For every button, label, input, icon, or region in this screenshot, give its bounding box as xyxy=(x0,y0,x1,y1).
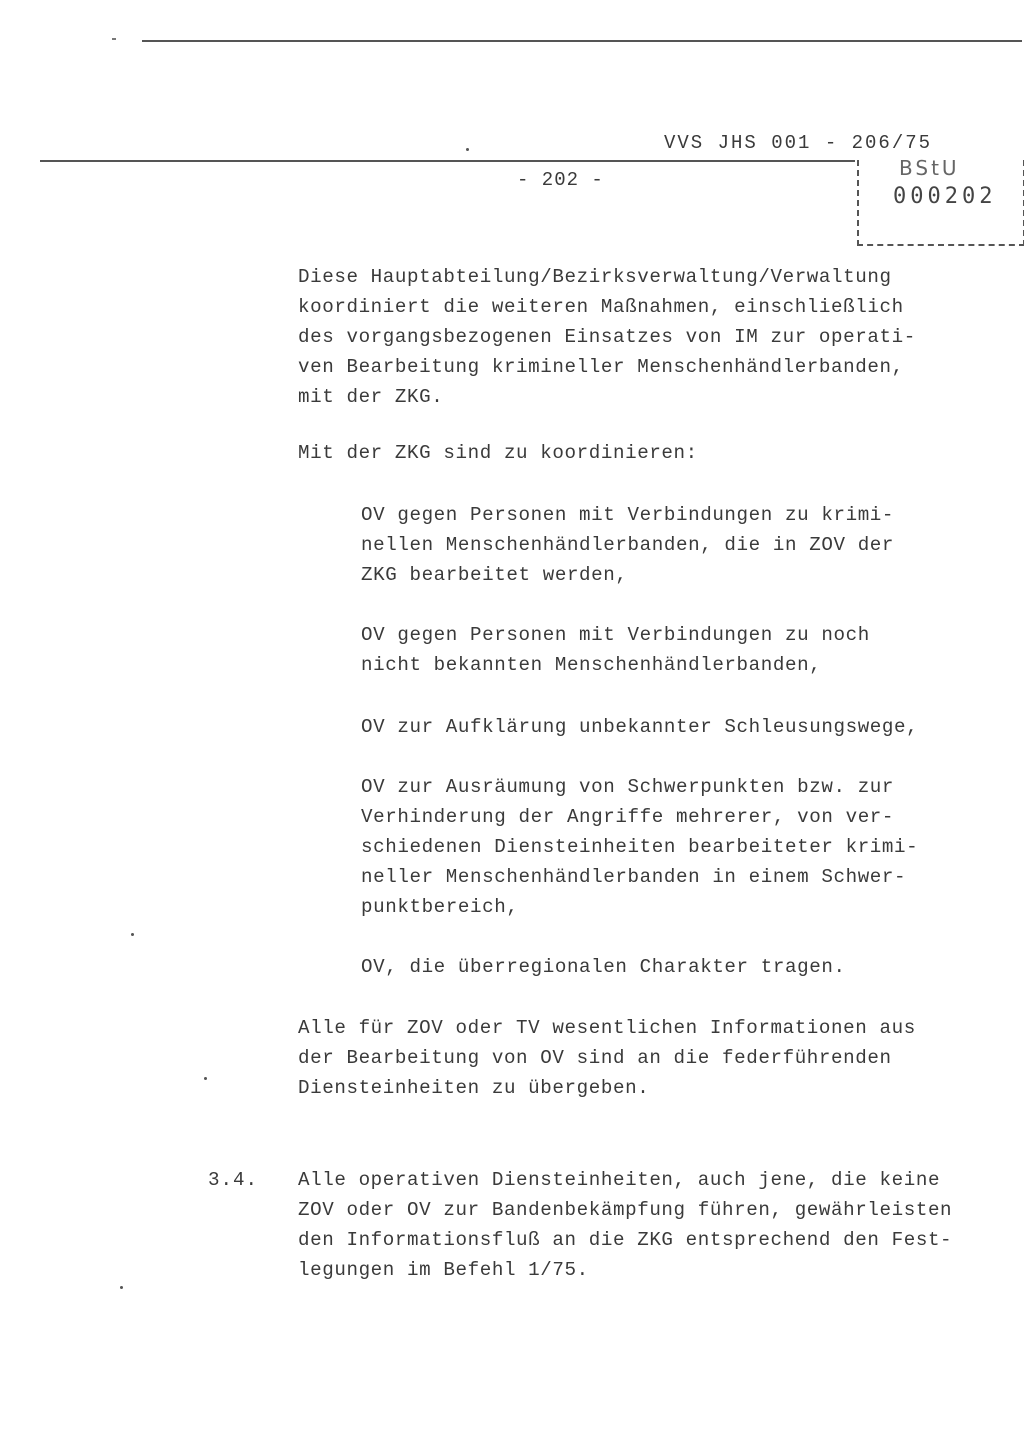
list-item-focus-areas: OV zur Ausräumung von Schwerpunkten bzw. zur Verhinderung der Angriffe mehrerer, von ver- schiedenen Diensteinheiten bearbeiteter krimi- neller Menschenhändlerbanden in einem Schwer- punktbereich, xyxy=(361,776,919,918)
list-item-zov-bands: OV gegen Personen mit Verbindungen zu krimi- nellen Menschenhändlerbanden, die in ZOV der ZKG bearbeitet werden, xyxy=(361,504,895,586)
top-rule xyxy=(142,40,1022,42)
stamp-number: 000202 xyxy=(893,184,997,209)
speck xyxy=(204,1077,207,1080)
list-item-supraregional: OV, die überregionalen Charakter tragen. xyxy=(361,956,846,978)
paragraph-information-transfer: Alle für ZOV oder TV wesentlichen Informationen aus der Bearbeitung von OV sind an die federführenden Diensteinheiten zu übergeben. xyxy=(298,1017,916,1099)
stamp-label: BStU xyxy=(899,156,960,180)
speck xyxy=(466,148,469,151)
section-number: 3.4. xyxy=(208,1169,259,1191)
document-reference-code: VVS JHS 001 - 206/75 xyxy=(664,132,933,154)
speck xyxy=(131,933,134,936)
section-paragraph: Alle operativen Diensteinheiten, auch jene, die keine ZOV oder OV zur Bandenbekämpfung führen, gewährleisten den Informationsfluß an die ZKG entsprechend den Fest- legungen im Befehl 1/75. xyxy=(298,1169,953,1281)
page-number: - 202 - xyxy=(517,169,604,191)
paragraph-coordination: Diese Hauptabteilung/Bezirksverwaltung/Verwaltung koordiniert die weiteren Maßnahmen, einschließlich des vorgangsbezogenen Einsatzes von IM zur operati- ven Bearbeitung krimineller Menschenhändlerbanden, mit der ZKG. xyxy=(298,266,916,408)
archive-stamp xyxy=(857,156,1024,246)
header-rule xyxy=(40,160,855,162)
top-rule-fragment xyxy=(112,38,116,40)
list-item-smuggling-routes: OV zur Aufklärung unbekannter Schleusungswege, xyxy=(361,716,919,738)
speck xyxy=(120,1286,123,1289)
list-item-unknown-bands: OV gegen Personen mit Verbindungen zu noch nicht bekannten Menschenhändlerbanden, xyxy=(361,624,870,676)
paragraph-list-intro: Mit der ZKG sind zu koordinieren: xyxy=(298,442,698,464)
